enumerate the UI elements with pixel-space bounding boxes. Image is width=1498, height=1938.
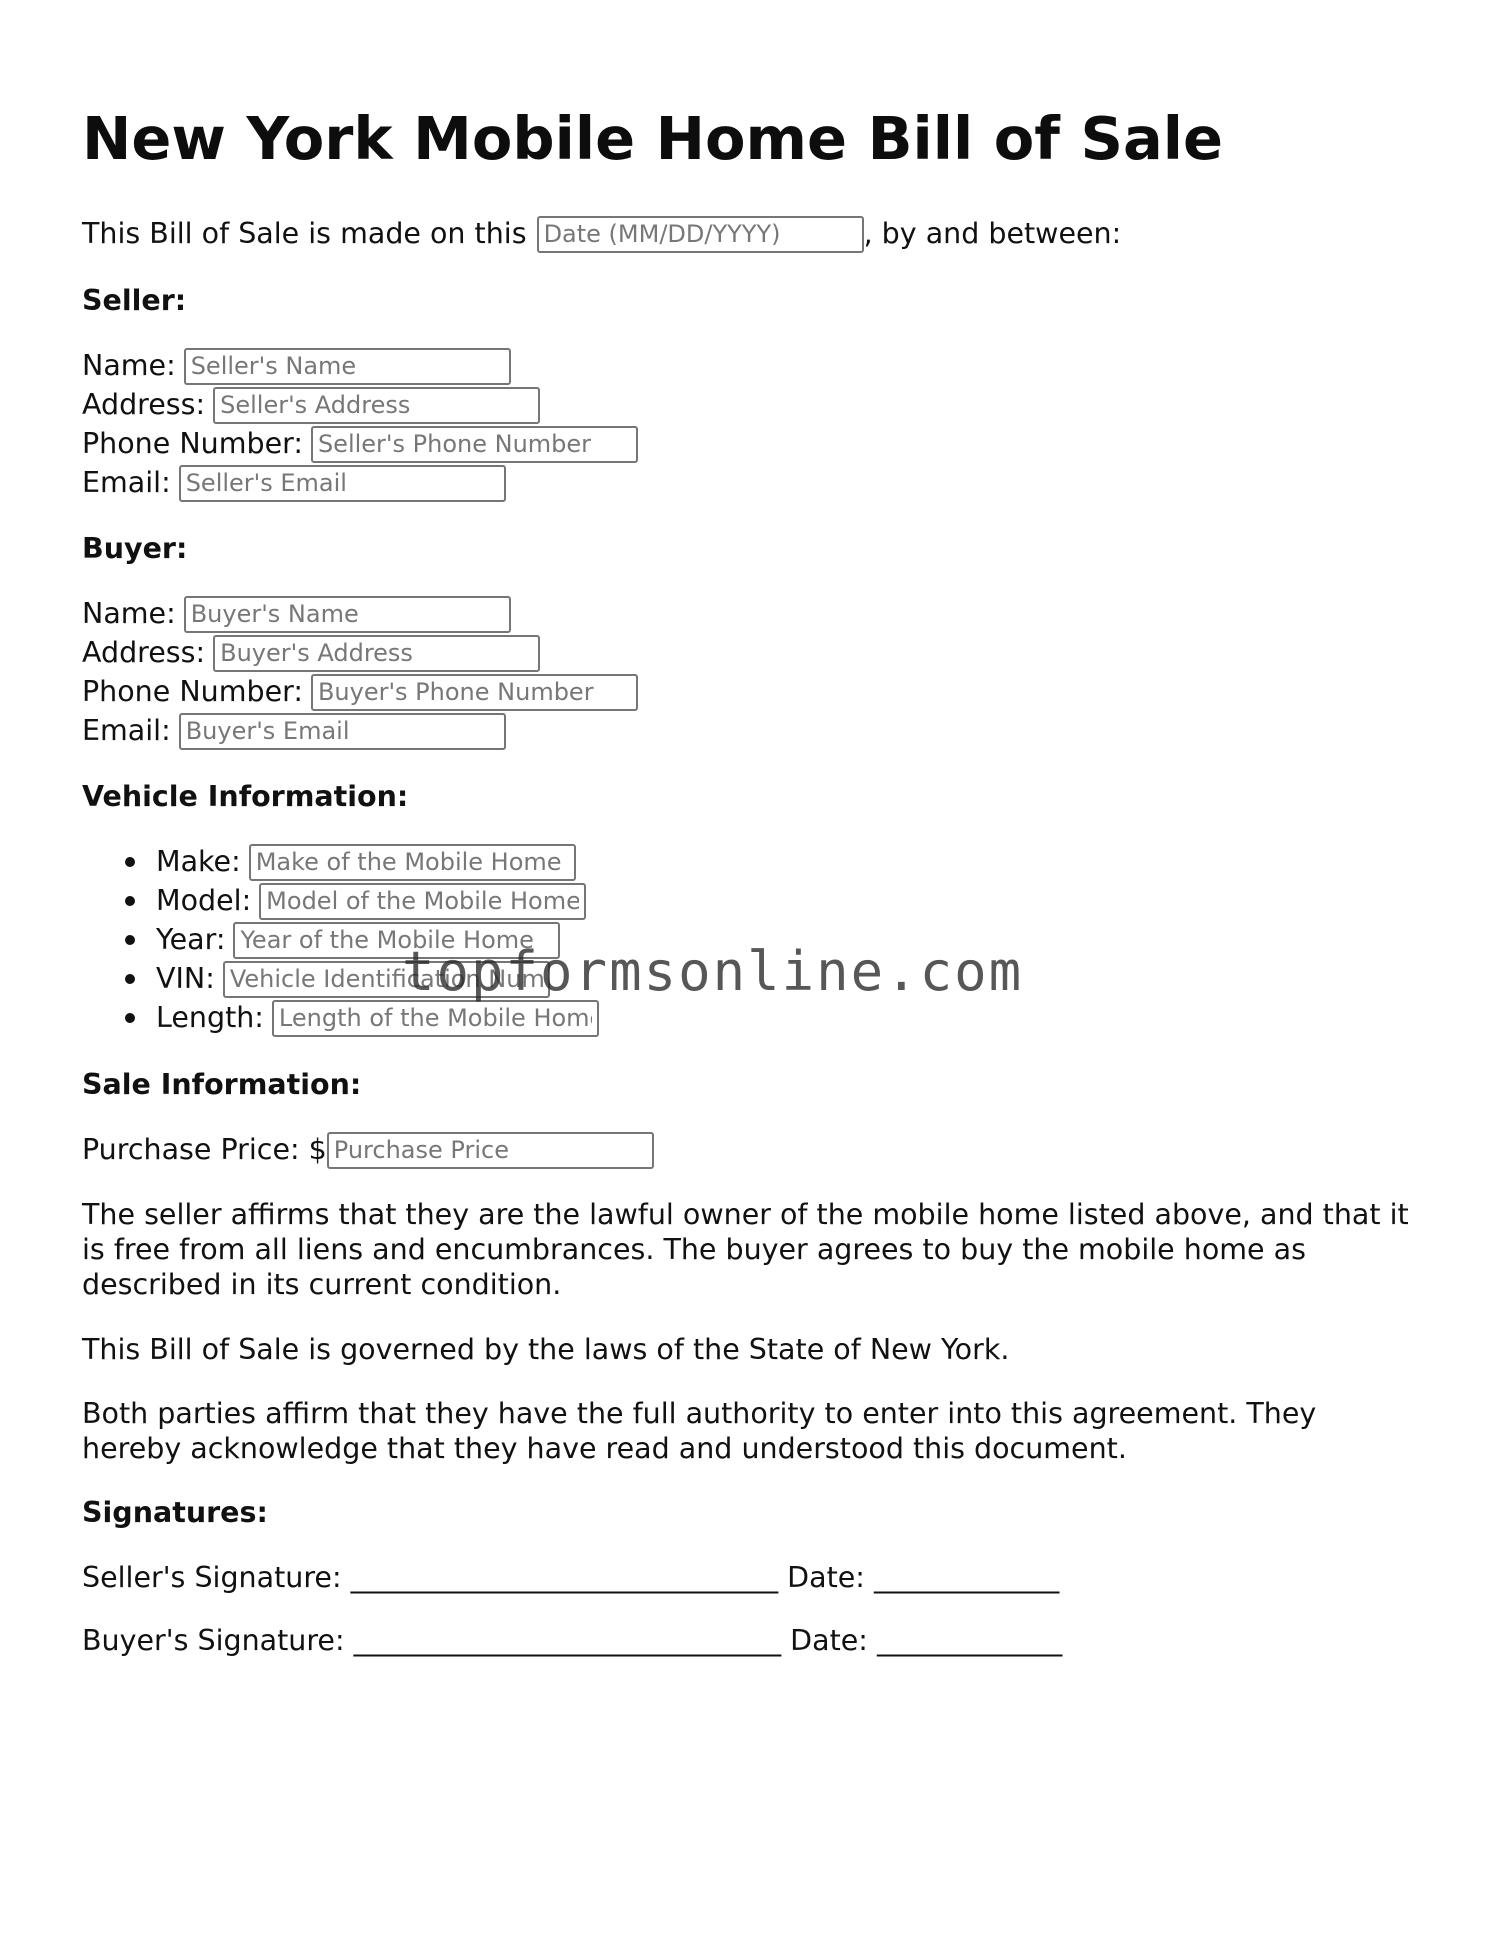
seller-address-label: Address: [82,388,206,421]
vehicle-vin-item [82,960,550,998]
buyer-address-row [82,634,540,672]
buyer-name-input[interactable] [184,596,511,633]
sale-date-input[interactable] [537,216,864,253]
vehicle-year-item [82,921,560,959]
buyer-phone-input[interactable] [311,674,638,711]
vehicle-year-input[interactable] [233,922,560,959]
seller-phone-input[interactable] [311,426,638,463]
vehicle-length-item [82,999,599,1037]
buyer-address-label: Address: [82,636,206,669]
affirmation-paragraph: The seller affirms that they are the lawful owner of the mobile home listed above, and that it is free from all liens and encumbrances. The buyer agrees to buy the mobile home as described in its current condition. [82,1198,1409,1301]
buyer-phone-row [82,673,638,711]
seller-name-input[interactable] [184,348,511,385]
authority-paragraph: Both parties affirm that they have the full authority to enter into this agreement. They hereby acknowledge that they have read and understood this document. [82,1397,1317,1465]
vehicle-year-label: Year: [156,923,226,956]
buyer-address-input[interactable] [213,635,540,672]
buyer-signature-line: Buyer's Signature: ______________________________ Date: _____________ [82,1624,1063,1657]
buyer-email-label: Email: [82,714,171,747]
buyer-name-label: Name: [82,597,176,630]
governing-law-paragraph: This Bill of Sale is governed by the laws of the State of New York. [82,1333,1010,1366]
vehicle-model-label: Model: [156,884,252,917]
signatures-heading: Signatures: [82,1496,268,1529]
vehicle-make-input[interactable] [249,844,576,881]
watermark: topformsonline.com [402,940,1024,1003]
vehicle-vin-input[interactable] [223,961,550,998]
vehicle-model-item [82,882,586,920]
seller-phone-label: Phone Number: [82,427,303,460]
vehicle-length-label: Length: [156,1001,264,1034]
seller-email-input[interactable] [179,465,506,502]
buyer-phone-label: Phone Number: [82,675,303,708]
vehicle-make-item [82,843,576,881]
seller-address-input[interactable] [213,387,540,424]
vehicle-heading: Vehicle Information: [82,780,409,813]
vehicle-length-input[interactable] [272,1000,599,1037]
purchase-price-input[interactable] [327,1132,654,1169]
seller-heading: Seller: [82,284,187,317]
buyer-email-input[interactable] [179,713,506,750]
seller-address-row [82,386,540,424]
seller-name-label: Name: [82,349,176,382]
seller-name-row [82,347,511,385]
seller-email-label: Email: [82,466,171,499]
buyer-email-row [82,712,506,750]
vehicle-vin-label: VIN: [156,962,215,995]
purchase-price-label: Purchase Price: $ [82,1133,327,1166]
intro-text: This Bill of Sale is made on this [82,217,527,250]
buyer-heading: Buyer: [82,532,188,565]
seller-phone-row [82,425,638,463]
purchase-price-row [82,1131,654,1169]
vehicle-model-input[interactable] [259,883,586,920]
vehicle-make-label: Make: [156,845,241,878]
seller-signature-line: Seller's Signature: ______________________________ Date: _____________ [82,1561,1060,1594]
intro-text-after: , by and between: [863,217,1122,250]
buyer-name-row [82,595,511,633]
sale-heading: Sale Information: [82,1068,362,1101]
seller-email-row [82,464,506,502]
intro-line [82,215,1121,253]
page-title: New York Mobile Home Bill of Sale [82,104,1224,173]
